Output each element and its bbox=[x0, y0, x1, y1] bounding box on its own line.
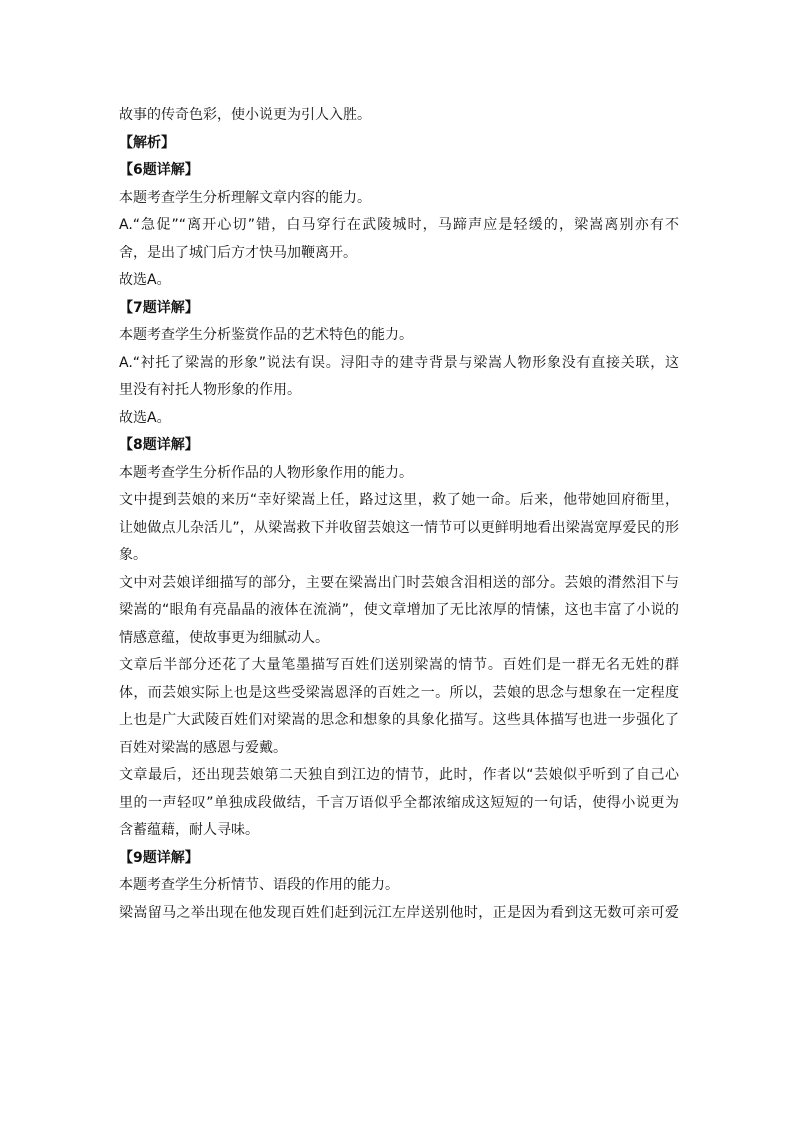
text-line: 本题考查学生分析鉴赏作品的艺术特色的能力。 bbox=[119, 327, 413, 343]
document-body bbox=[119, 102, 679, 927]
text-line: 百姓对梁嵩的感恩与爱戴。 bbox=[119, 739, 287, 756]
text-line: 里的一声轻叹”单独成段做结，千言万语似乎全都浓缩成这短短的一句话，使得小说更为 bbox=[119, 794, 679, 811]
section-heading: 【解析】 bbox=[119, 134, 175, 151]
text-line: 梁嵩的“眼角有亮晶晶的液体在流淌”，使文章增加了无比浓厚的情愫，这也丰富了小说的 bbox=[119, 602, 679, 618]
text-line: 情感意蕴，使故事更为细腻动人。 bbox=[119, 629, 329, 646]
text-line: 让她做点儿杂活儿”，从梁嵩救下并收留芸娘这一情节可以更鲜明地看出梁嵩宽厚爱民的形 bbox=[119, 519, 679, 536]
text-line: 里没有衬托人物形象的作用。 bbox=[119, 382, 301, 398]
text-line: 本题考查学生分析情节、语段的作用的能力。 bbox=[119, 877, 399, 893]
text-line: 故选A。 bbox=[119, 272, 171, 288]
section-heading: 【9题详解】 bbox=[119, 849, 199, 866]
text-line: 文中提到芸娘的来历“幸好梁嵩上任，路过这里，救了她一命。后来，他带她回府衙里， bbox=[119, 492, 679, 508]
text-line: 象。 bbox=[119, 547, 147, 563]
text-line: 体，而芸娘实际上也是这些受梁嵩恩泽的百姓之一。所以，芸娘的思念与想象在一定程度 bbox=[119, 684, 679, 701]
text-line: A.“衬托了梁嵩的形象”说法有误。浔阳寺的建寺背景与梁嵩人物形象没有直接关联，这 bbox=[119, 354, 679, 371]
text-line: 文中对芸娘详细描写的部分，主要在梁嵩出门时芸娘含泪相送的部分。芸娘的潸然泪下与 bbox=[119, 574, 679, 591]
text-line: 文章后半部分还花了大量笔墨描写百姓们送别梁嵩的情节。百姓们是一群无名无姓的群 bbox=[119, 657, 679, 673]
section-heading: 【6题详解】 bbox=[119, 162, 199, 178]
text-line: 本题考查学生分析理解文章内容的能力。 bbox=[119, 189, 371, 206]
text-line: 梁嵩留马之举出现在他发现百姓们赶到沅江左岸送别他时，正是因为看到这无数可亲可爱 bbox=[119, 904, 679, 921]
text-line: 故选A。 bbox=[119, 409, 171, 426]
text-line: A.“急促”“离开心切”错，白马穿行在武陵城时，马蹄声应是轻缓的，梁嵩离别亦有不 bbox=[119, 217, 679, 233]
text-line: 故事的传奇色彩，使小说更为引人入胜。 bbox=[119, 107, 371, 123]
text-line: 本题考查学生分析作品的人物形象作用的能力。 bbox=[119, 464, 413, 481]
text-line: 文章最后，还出现芸娘第二天独自到江边的情节，此时，作者以“芸娘似乎听到了自己心 bbox=[119, 767, 679, 783]
text-line: 舍，是出了城门后方才快马加鞭离开。 bbox=[119, 244, 357, 261]
text-line: 上也是广大武陵百姓们对梁嵩的思念和想象的具象化描写。这些具体描写也进一步强化了 bbox=[119, 712, 679, 728]
text-line: 含蓄蕴藉，耐人寻味。 bbox=[119, 822, 259, 838]
section-heading: 【7题详解】 bbox=[119, 299, 199, 316]
section-heading: 【8题详解】 bbox=[119, 437, 199, 453]
